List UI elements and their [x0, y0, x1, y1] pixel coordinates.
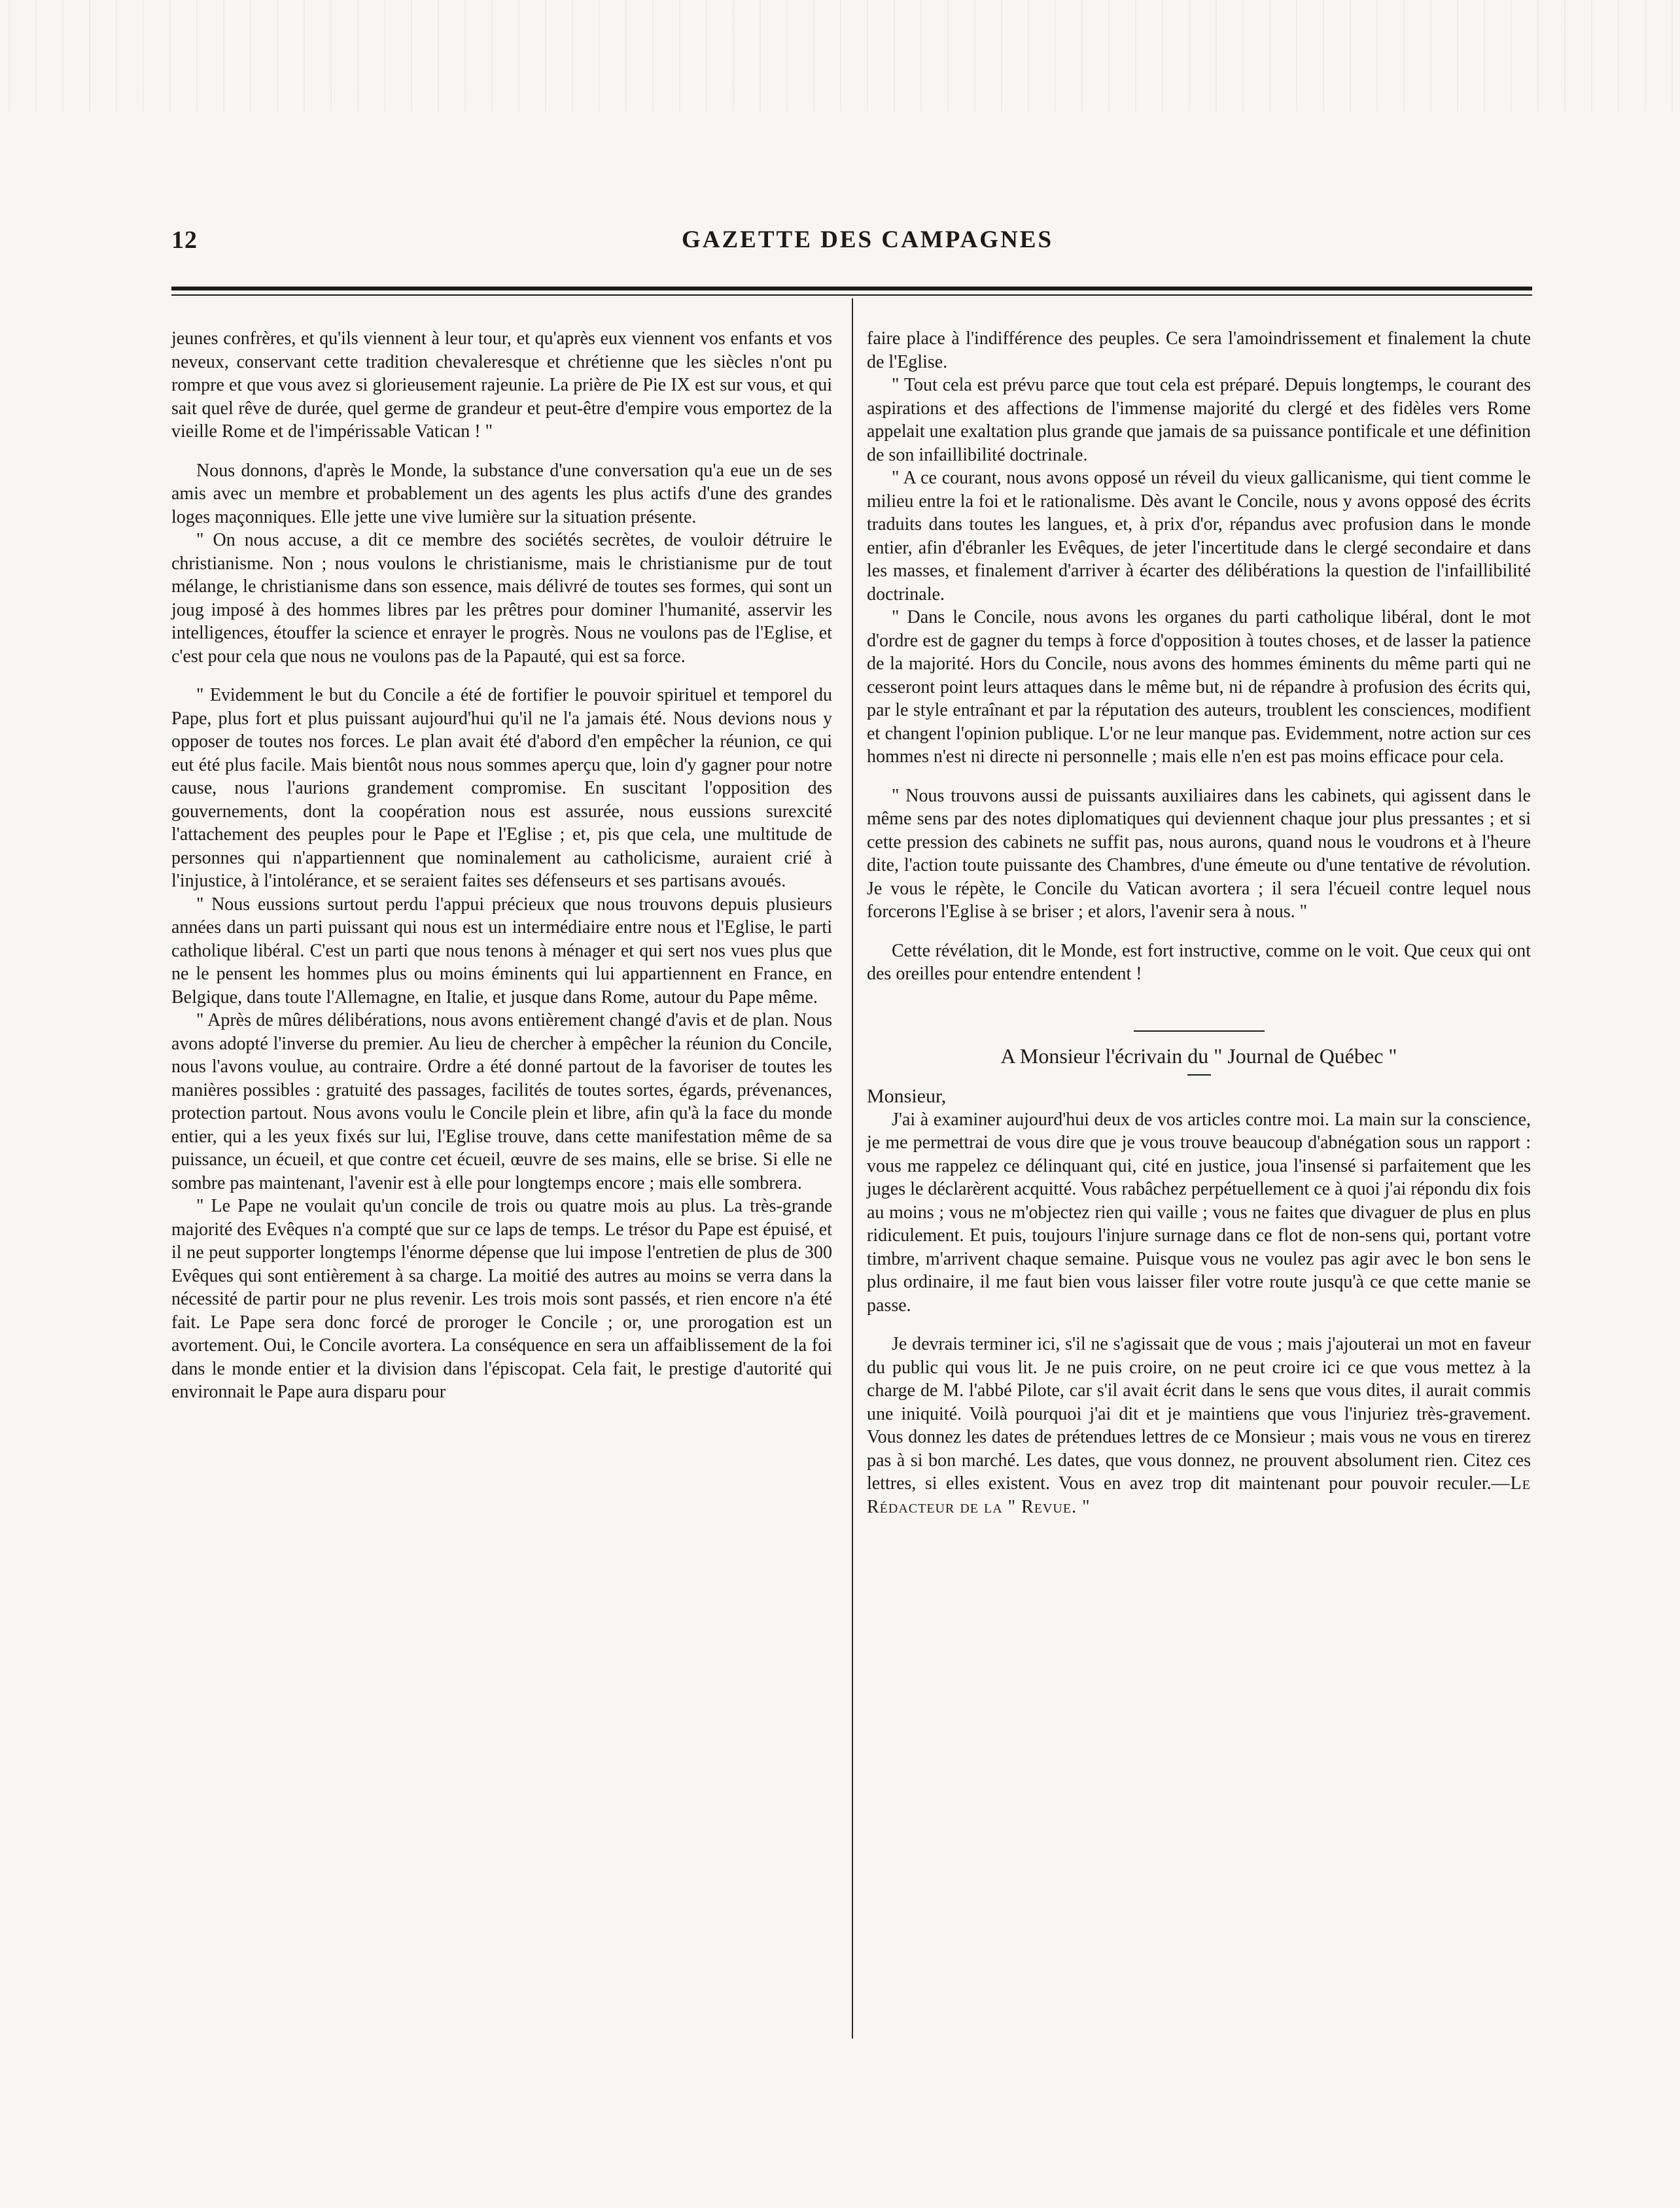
column-divider	[852, 298, 853, 2039]
section-title: A Monsieur l'écrivain du " Journal de Québec "	[1000, 1043, 1397, 1068]
paragraph: " Après de mûres délibérations, nous avons entièrement changé d'avis et de plan. Nous avons adopté l'inverse du premier. Au lieu de chercher à empêcher la réunion du Concile, nous l'avons voulue, au contraire. Ordre a été donné partout de la favoriser de toutes les manières possibles : gratuité des passages, facilités de toutes sortes, égards, prévenances, protection partout. Nous avons voulu le Concile plein et libre, afin qu'à la face du monde entier, qui a les yeux fixés sur lui, l'Eglise trouve, dans cette manifestation même de sa puissance, un écueil, et que contre cet écueil, œuvre de ses mains, elle se brise. Si elle ne sombre pas maintenant, l'avenir est à elle pour longtemps encore ; mais elle sombrera.	[171, 1010, 832, 1193]
paragraph: faire place à l'indifférence des peuples. Ce sera l'amoindrissement et finalement la chute de l'Eglise.	[867, 328, 1531, 372]
paragraph: " Nous trouvons aussi de puissants auxiliaires dans les cabinets, qui agissent dans le même sens par des notes diplomatiques qui deviennent chaque jour plus pressantes ; et si cette pression des cabinets ne suffit pas, nous aurons, quand nous le voudrons et à l'heure dite, l'action toute puissante des Chambres, d'une émeute ou d'une tentative de révolution. Je vous le répète, le Concile du Vatican avortera ; il sera l'écueil contre lequel nous forcerons l'Eglise à se briser ; et alors, l'avenir sera à nous. "	[867, 785, 1531, 922]
scan-noise	[0, 0, 1680, 111]
page-header	[171, 226, 1532, 265]
section-rule	[1134, 1030, 1265, 1032]
header-rule	[171, 287, 1532, 290]
left-column	[171, 327, 832, 1404]
paragraph: Nous donnons, d'après le Monde, la substance d'une conversation qu'a eue un de ses amis avec un membre et probablement un des agents les plus actifs d'une des grandes loges maçonniques. Elle jette une vive lumière sur la situation présente.	[171, 460, 832, 527]
paragraph: " Nous eussions surtout perdu l'appui précieux que nous trouvons depuis plusieurs années dans un parti puissant qui nous est un intermédiaire entre nous et l'Eglise, le parti catholique libéral. C'est un parti que nous tenons à ménager et qui sert nos vues plus que ne le pensent les hommes plus ou moins éminents qui lui appartiennent en France, en Belgique, dans toute l'Allemagne, en Italie, et jusque dans Rome, autour du Pape même.	[171, 894, 832, 1008]
paragraph: " Dans le Concile, nous avons les organes du parti catholique libéral, dont le mot d'ordre est de gagner du temps à force d'opposition à toutes choses, et de lasser la patience de la majorité. Hors du Concile, nous avons des hommes éminents du même parti qui ne cesseront point leurs attaques dans le même but, ni de répandre à profusion des écrits qui, par le style entraînant et par la réputation des auteurs, troublent les consciences, modifient et changent l'opinion publique. L'or ne leur manque pas. Evidemment, notre action sur ces hommes n'est ni directe ni personnelle ; mais elle n'en est pas moins efficace pour cela.	[867, 607, 1531, 767]
paragraph: " Le Pape ne voulait qu'un concile de trois ou quatre mois au plus. La très-grande majorité des Evêques n'a compté que sur ce laps de temps. Le trésor du Pape est épuisé, et il ne peut supporter longtemps l'énorme dépense que lui impose l'entretien de plus de 300 Evêques qui sont entièrement à sa charge. La moitié des autres au moins se verra dans la nécessité de partir pour ne plus revenir. Les trois mois sont passés, et rien encore n'a été fait. Le Pape sera donc forcé de proroger le Concile ; or, une prorogation est un avortement. Oui, le Concile avortera. La conséquence en sera un affaiblissement de la foi dans le monde entier et la division dans l'épiscopat. Cela fait, le prestige d'autorité qui environnait le Pape aura disparu pour	[171, 1196, 832, 1402]
paragraph: J'ai à examiner aujourd'hui deux de vos articles contre moi. La main sur la conscience, je me permettrai de vous dire que je vous trouve beaucoup d'abnégation sous un rapport : vous me rappelez ce délinquant qui, cité en justice, joua l'insensé si parfaitement que les juges le déclarèrent acquitté. Vous rabâchez perpétuellement ce à quoi j'ai répondu dix fois au moins ; vous ne m'objectez rien qui vaille ; vous ne faites que divaguer de plus en plus ridiculement. Et puis, toujours l'injure surnage dans ce flot de non-sens qui, portant votre timbre, m'arrivent chaque semaine. Puisque vous ne voulez pas agir avec le bon sens le plus ordinaire, il me faut bien vous laisser filer votre route jusqu'à ce que cette manie se passe.	[867, 1109, 1531, 1316]
right-column	[867, 327, 1531, 1518]
signature: —Le Rédacteur de la " Revue. "	[867, 1473, 1531, 1517]
paragraph: Cette révélation, dit le Monde, est fort instructive, comme on le voit. Que ceux qui ont des oreilles pour entendre entendent !	[867, 940, 1531, 984]
paragraph: " On nous accuse, a dit ce membre des sociétés secrètes, de vouloir détruire le christianisme. Non ; nous voulons le christianisme, mais le christianisme pur de tout mélange, le christianisme dans son essence, mais délivré de toutes ses formes, qui sont un joug imposé à des hommes libres par les prêtres pour dominer l'humanité, asservir les intelligences, étouffer la science et enrayer le progrès. Nous ne voulons pas de l'Eglise, et c'est pour cela que nous ne voulons pas de la Papauté, qui est sa force.	[171, 530, 832, 667]
page-number: 12	[171, 226, 198, 254]
salutation: Monsieur,	[867, 1085, 947, 1107]
masthead: GAZETTE DES CAMPAGNES	[682, 226, 1054, 253]
paragraph: " Evidemment le but du Concile a été de fortifier le pouvoir spirituel et temporel du Pape, plus fort et plus puissant aujourd'hui qu'il ne l'a jamais été. Nous devions nous y opposer de toutes nos forces. Le plan avait été d'abord d'en empêcher la réunion, ce qui eut été plus facile. Mais bientôt nous nous sommes aperçu que, loin d'y gagner pour notre cause, nous l'aurions grandement compromise. En suscitant l'opposition des gouvernements, dont la coopération nous est assurée, nous eussions surexcité l'attachement des peuples pour le Pape et l'Eglise ; et, pis que cela, une multitude de personnes qui n'appartiennent que nominalement au catholicisme, auraient crié à l'injustice, à l'intolérance, et se seraient faites ses défenseurs et ses partisans avoués.	[171, 685, 832, 891]
header-rule-thin	[171, 294, 1532, 296]
paragraph: jeunes confrères, et qu'ils viennent à leur tour, et qu'après eux viennent vos enfants et vos neveux, conservant cette tradition chevaleresque et chrétienne que les siècles n'ont pu rompre et que vous avez si glorieusement rajeunie. La prière de Pie IX est sur vous, et qui sait quel rêve de durée, quel germe de grandeur et peut-être d'empire vous emportez de la vieille Rome et de l'impérissable Vatican ! "	[171, 328, 832, 442]
section-rule-short	[1187, 1074, 1211, 1076]
paragraph-text: Je devrais terminer ici, s'il ne s'agissait que de vous ; mais j'ajouterai un mot en faveur du public qui vous lit. Je ne puis croire, on ne peut croire ici ce que vous mettez à la charge de M. l'abbé Pilote, car s'il avait écrit dans le sens que vous dites, il aurait commis une iniquité. Voilà pourquoi j'ai dit et je maintiens que vous l'injuriez très-gravement. Vous donnez les dates de prétendues lettres de ce Monsieur ; mais vous ne vous en tirerez pas à si bon marché. Les dates, que vous donnez, ne prouvent absolument rien. Citez ces lettres, si elles existent. Vous en avez trop dit maintenant pour pouvoir reculer.	[867, 1334, 1531, 1494]
paragraph	[867, 1333, 1531, 1518]
paragraph: " A ce courant, nous avons opposé un réveil du vieux gallicanisme, qui tient comme le milieu entre la foi et le rationalisme. Dès avant le Concile, nous y avons opposé des écrits traduits dans toutes les langues, et, à prix d'or, répandus avec profusion dans le monde entier, afin d'ébranler les Evêques, de jeter l'incertitude dans le clergé secondaire et dans les masses, et finalement d'arriver à écarter des délibérations la question de l'infaillibilité doctrinale.	[867, 468, 1531, 605]
paragraph: " Tout cela est prévu parce que tout cela est préparé. Depuis longtemps, le courant des aspirations et des affections de l'immense majorité du clergé et des fidèles vers Rome appelait une exaltation plus grande que jamais de sa puissance pontificale et une définition de son infaillibilité doctrinale.	[867, 375, 1531, 465]
